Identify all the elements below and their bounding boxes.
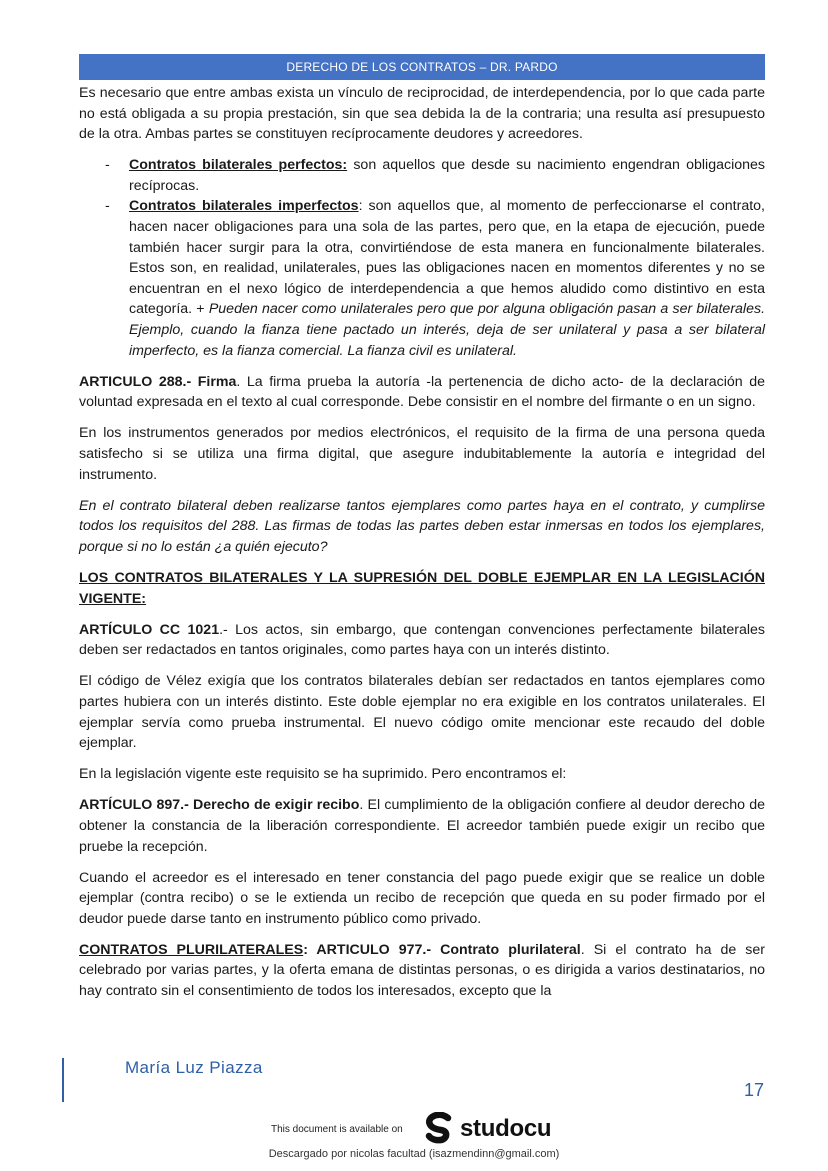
paragraph-vigente: En la legislación vigente este requisito se ha suprimido. Pero encontramos el: [79, 766, 567, 783]
article-977-text: . Si el contrato ha de ser celebrado por varias partes, y la oferta emana de distintas personas, o es dirigida a varios destinatarios, no hay contrato sin el consentimiento de todos los interesados, excepto que la [79, 941, 765, 1000]
article-897 [79, 795, 765, 857]
plurilaterales-colon: : [303, 941, 317, 958]
section-heading: LOS CONTRATOS BILATERALES Y LA SUPRESIÓN DEL DOBLE EJEMPLAR EN LA LEGISLACIÓN VIGENTE: [79, 569, 765, 607]
term-bilaterales-perfectos: Contratos bilaterales perfectos: [129, 157, 348, 174]
plurilaterales-heading: CONTRATOS PLURILATERALES [79, 941, 304, 958]
article-288-title: ARTICULO 288.- Firma [79, 373, 237, 390]
article-1021 [79, 620, 765, 661]
author-name: María Luz Piazza [125, 1058, 263, 1077]
article-897-title: ARTÍCULO 897.- Derecho de exigir recibo [79, 797, 360, 814]
studocu-wordmark: studocu [460, 1115, 552, 1142]
definition-text: son aquellos que desde su nacimiento engendran obligaciones recíprocas. [129, 157, 765, 194]
paragraph-instrumentos: En los instrumentos generados por medios electrónicos, el requisito de la firma de una persona queda satisfecho si se utiliza una firma digital, que asegure indubitablemente la autoría e integridad del instrumento. [79, 425, 765, 483]
list-item [79, 155, 765, 196]
list-dash: - [105, 198, 110, 215]
list-dash: - [105, 157, 110, 174]
article-1021-title: ARTÍCULO CC 1021 [79, 621, 220, 638]
article-288-text: . La firma prueba la autoría -la pertenencia de dicho acto- de la declaración de voluntad expresada en el texto al cual corresponde. Debe consistir en el nombre del firmante o en un signo. [79, 373, 766, 411]
header-title: DERECHO DE LOS CONTRATOS – DR. PARDO [286, 60, 558, 74]
article-977-title: ARTICULO 977.- Contrato plurilateral [316, 941, 581, 958]
paragraph-italic-ejemplares: En el contrato bilateral deben realizarse tantos ejemplares como partes haya en el contrato, y cumplirse todos los requisitos del 288. Las firmas de todas las partes deben estar inmersas en todos los ejemplares, porque si no lo están ¿a quién ejecuto? [79, 497, 765, 555]
paragraph-acreedor: Cuando el acreedor es el interesado en tener constancia del pago puede exigir que se realice un doble ejemplar (contra recibo) o se le extienda un recibo de recepción que queda en su poder firmado por el deudor puede darse tanto en instrumento público como privado. [79, 869, 765, 927]
paragraph-velez: El código de Vélez exigía que los contratos bilaterales debían ser redactados en tantos ejemplares como partes hubiera con un interés distinto. Este doble ejemplar no era exigible en los contratos unilaterales. El ejemplar servía como prueba instrumental. El nuevo código omite mencionar este recaudo del doble ejemplar. [79, 673, 765, 752]
downloaded-by-text: Descargado por nicolas facultad (isazmendinn@gmail.com) [268, 1148, 560, 1160]
bilateral-types-list [79, 155, 765, 361]
term-bilaterales-imperfectos: Contratos bilaterales imperfectos [129, 198, 359, 215]
available-on-text: This document is available on [271, 1124, 403, 1135]
article-897-text: . El cumplimiento de la obligación confiere al deudor derecho de obtener la constancia de la liberación correspondiente. El acreedor también puede exigir un recibo que pruebe la recepción. [79, 797, 765, 855]
footer-divider [62, 1058, 64, 1102]
italic-note: Pueden nacer como unilaterales pero que por alguna obligación pasan a ser bilaterales. Ejemplo, cuando la fianza tiene pactado un interés, deja de ser unilateral y pasa a ser bilateral imperfecto, es la fianza comercial. La fianza civil es unilateral. [129, 301, 766, 359]
article-1021-text: .- Los actos, sin embargo, que contengan convenciones perfectamente bilaterales deben ser redactados en tantos originales, como partes haya con un interés distinto. [79, 621, 765, 659]
studocu-logo[interactable] [424, 1112, 551, 1146]
article-288 [79, 372, 765, 413]
studocu-s-icon [424, 1112, 456, 1146]
list-item [79, 196, 765, 361]
definition-text: : son aquellos que, al momento de perfeccionarse el contrato, hacen nacer obligaciones para una sola de las partes, pero que, en la etapa de ejecución, puede también hacer surgir para la otra, convirtiéndose de esta manera en funcionalmente bilaterales. Estos son, en realidad, unilaterales, pues las obligaciones nacen en momentos diferentes y no se encuentran en el nexo lógico de interdependencia a que hemos aludido como distintivo en esta categoría. + [129, 198, 765, 318]
page-number: 17 [743, 1080, 764, 1100]
page-body [79, 83, 765, 1012]
page-header [79, 54, 765, 80]
paragraph-reciprocidad: Es necesario que entre ambas exista un vínculo de reciprocidad, de interdependencia, por lo que cada parte no está obligada a su propia prestación, sin que sea debida la de la contraria; una resulta así presupuesto de la otra. Ambas partes se constituyen recíprocamente deudores y acreedores. [79, 85, 765, 143]
article-977 [79, 940, 765, 1002]
